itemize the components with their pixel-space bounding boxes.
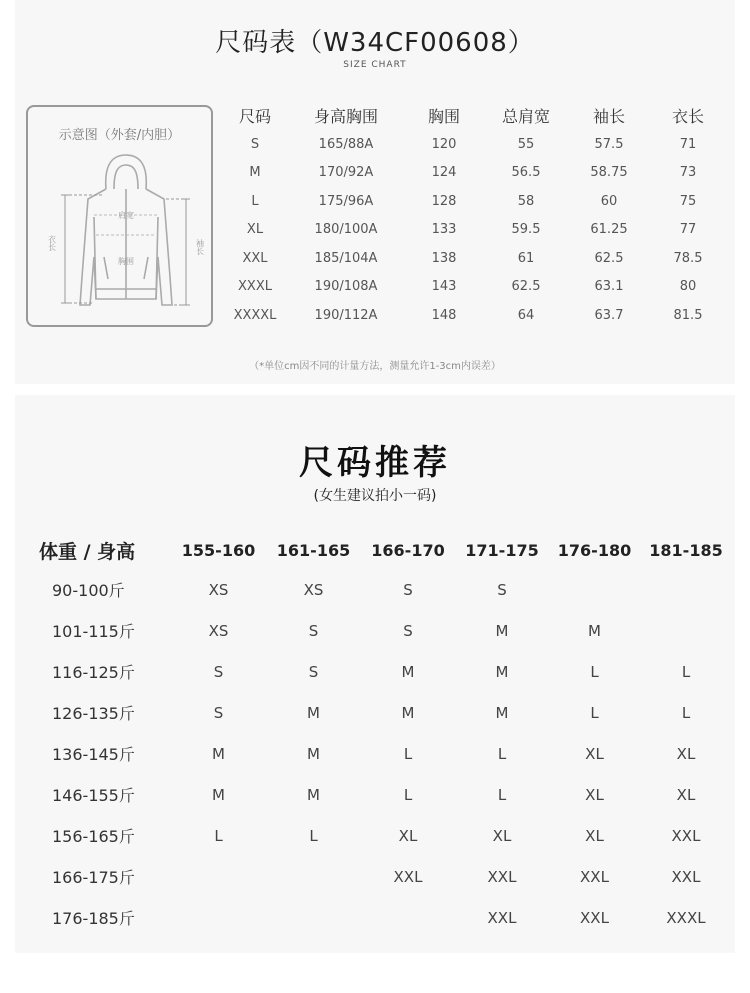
recommended-size-cell: XXL — [487, 908, 517, 927]
recommended-size-cell: L — [403, 785, 413, 804]
size-chart-cell: 128 — [431, 193, 457, 209]
size-chart-title: 尺码表（W34CF00608） — [215, 28, 535, 58]
size-chart-row — [220, 159, 724, 188]
recommended-size-cell: XS — [208, 621, 229, 640]
recommended-size-cell: S — [213, 662, 224, 681]
recommendation-subtitle: (女生建议拍小一码) — [313, 488, 437, 504]
header-shoulder: 总肩宽 — [501, 106, 550, 126]
header-length: 衣长 — [671, 106, 704, 126]
recommended-size-cell — [171, 897, 266, 938]
recommendation-row — [30, 774, 732, 815]
size-chart-cell: 71 — [679, 136, 697, 152]
size-chart-cell: 180/100A — [314, 222, 378, 238]
recommended-size-cell — [266, 856, 361, 897]
size-chart-cell: L — [251, 193, 259, 209]
size-chart-cell: 57.5 — [594, 136, 624, 152]
size-chart-cell: 138 — [431, 250, 457, 266]
size-chart-cell: 81.5 — [673, 307, 703, 323]
header-chest: 胸围 — [427, 106, 460, 126]
weight-range-label: 126-135斤 — [52, 704, 135, 723]
size-chart-row — [220, 187, 724, 216]
weight-range-label: 156-165斤 — [52, 827, 135, 846]
recommended-size-cell: L — [214, 826, 223, 845]
size-chart-cell: 61 — [517, 250, 535, 266]
garment-diagram — [26, 105, 213, 327]
size-chart-cell: 78.5 — [673, 250, 703, 266]
size-chart-cell: 75 — [679, 193, 697, 209]
recommended-size-cell: XXL — [487, 867, 517, 886]
size-chart-cell: XL — [246, 222, 264, 238]
chest-label: 胸围 — [118, 257, 134, 266]
size-chart-cell: 61.25 — [590, 222, 628, 238]
recommended-size-cell: XS — [208, 580, 229, 599]
size-chart-cell: 63.7 — [594, 307, 624, 323]
size-chart-table — [220, 100, 724, 330]
shoulder-label: 肩宽 — [118, 211, 134, 220]
size-chart-cell: 185/104A — [314, 250, 378, 266]
recommended-size-cell: XL — [398, 826, 418, 845]
size-chart-cell: 77 — [679, 222, 697, 238]
recommended-size-cell — [361, 897, 455, 938]
recommended-size-cell: XL — [585, 826, 604, 845]
size-chart-row — [220, 216, 724, 245]
recommended-size-cell: XL — [585, 785, 604, 804]
size-chart-cell: 64 — [517, 307, 535, 323]
length-label: 衣长 — [47, 235, 57, 251]
size-chart-cell: 170/92A — [318, 165, 374, 181]
size-chart-row — [220, 244, 724, 273]
size-chart-cell: XXXL — [238, 279, 272, 295]
recommended-size-cell — [171, 856, 266, 897]
size-chart-row — [220, 301, 724, 330]
recommendation-title: 尺码推荐 — [299, 443, 451, 483]
recommended-size-cell — [549, 569, 640, 610]
size-chart-row — [220, 273, 724, 302]
weight-range-label: 90-100斤 — [52, 581, 125, 600]
recommended-size-cell: M — [401, 703, 415, 722]
size-chart-cell: XXXXL — [233, 307, 277, 323]
recommended-size-cell: XXL — [671, 867, 701, 886]
recommended-size-cell: XL — [585, 744, 604, 763]
diagram-caption: 示意图（外套/内胆） — [58, 128, 181, 143]
size-chart-panel — [15, 0, 735, 384]
weight-range-label: 166-175斤 — [52, 868, 135, 887]
recommended-size-cell: M — [307, 703, 320, 722]
recommended-size-cell — [640, 610, 732, 651]
recommendation-row — [30, 692, 732, 733]
size-chart-subtitle: SIZE CHART — [343, 60, 407, 70]
recommended-size-cell: L — [590, 662, 599, 681]
recommended-size-cell: L — [497, 785, 507, 804]
size-chart-cell: 73 — [679, 165, 697, 181]
recommended-size-cell: M — [212, 744, 225, 763]
size-chart-cell: 175/96A — [318, 193, 374, 209]
size-chart-cell: 120 — [431, 136, 457, 152]
size-chart-cell: 143 — [431, 279, 457, 295]
weight-range-label: 176-185斤 — [52, 909, 135, 928]
recommendation-table — [30, 532, 732, 938]
measurement-note: （*单位cm因不同的计量方法，测量允许1-3cm内误差） — [249, 361, 501, 372]
recommended-size-cell — [266, 897, 361, 938]
size-chart-header-row — [220, 100, 724, 130]
recommendation-row — [30, 651, 732, 692]
recommended-size-cell: XXXL — [666, 908, 706, 927]
recommended-size-cell: L — [681, 703, 691, 722]
height-range-header: 171-175 — [465, 541, 539, 560]
recommended-size-cell: M — [307, 744, 320, 763]
size-chart-cell: 55 — [517, 136, 535, 152]
recommended-size-cell: S — [403, 621, 413, 640]
size-chart-cell: 190/108A — [314, 279, 378, 295]
size-chart-cell: 190/112A — [314, 307, 378, 323]
size-chart-cell: 58 — [517, 193, 535, 209]
recommended-size-cell: S — [213, 703, 224, 722]
recommended-size-cell: L — [403, 744, 413, 763]
recommended-size-cell: L — [497, 744, 507, 763]
recommendation-row — [30, 569, 732, 610]
weight-range-label: 116-125斤 — [52, 663, 135, 682]
size-chart-cell: 165/88A — [318, 136, 374, 152]
corner-label: 体重 / 身高 — [39, 541, 136, 563]
size-chart-cell: 56.5 — [511, 165, 541, 181]
header-size: 尺码 — [238, 106, 271, 126]
size-chart-cell: M — [249, 165, 261, 181]
sleeve-label: 袖长 — [195, 239, 205, 255]
size-chart-cell: 62.5 — [594, 250, 624, 266]
recommendation-row — [30, 897, 732, 938]
size-chart-cell: 62.5 — [511, 279, 541, 295]
recommended-size-cell: M — [307, 785, 320, 804]
height-range-header: 155-160 — [181, 541, 256, 560]
size-chart-cell: 63.1 — [594, 279, 624, 295]
size-chart-cell: S — [250, 136, 260, 152]
jacket-illustration — [28, 107, 215, 329]
weight-range-label: 146-155斤 — [52, 786, 135, 805]
recommended-size-cell: L — [590, 703, 599, 722]
recommendation-row — [30, 815, 732, 856]
recommendation-row — [30, 856, 732, 897]
recommended-size-cell: L — [681, 662, 691, 681]
recommended-size-cell: XXL — [671, 826, 701, 845]
recommended-size-cell — [640, 569, 732, 610]
recommended-size-cell: XL — [676, 785, 696, 804]
size-chart-row — [220, 130, 724, 159]
height-range-header: 181-185 — [649, 541, 723, 560]
recommended-size-cell: XXL — [393, 867, 423, 886]
recommended-size-cell: M — [401, 662, 415, 681]
height-range-header: 166-170 — [371, 541, 445, 560]
recommended-size-cell: S — [308, 621, 319, 640]
recommended-size-cell: M — [495, 662, 509, 681]
recommended-size-cell: XL — [492, 826, 512, 845]
size-chart-cell: XXL — [242, 250, 268, 266]
recommended-size-cell: XXL — [580, 908, 609, 927]
recommendation-row — [30, 610, 732, 651]
recommended-size-cell: XL — [676, 744, 696, 763]
recommended-size-cell: XXL — [580, 867, 609, 886]
header-sleeve: 袖长 — [592, 106, 625, 126]
recommended-size-cell: M — [495, 621, 509, 640]
recommended-size-cell: S — [308, 662, 319, 681]
recommended-size-cell: M — [212, 785, 225, 804]
size-recommendation-panel — [15, 395, 735, 953]
size-chart-cell: 80 — [679, 279, 697, 295]
recommendation-header-row — [30, 532, 732, 569]
recommended-size-cell: S — [403, 580, 413, 599]
height-range-header: 161-165 — [276, 541, 351, 560]
recommendation-row — [30, 733, 732, 774]
recommended-size-cell: XS — [303, 580, 324, 599]
recommended-size-cell: S — [497, 580, 507, 599]
size-chart-cell: 59.5 — [511, 222, 541, 238]
recommended-size-cell: L — [309, 826, 318, 845]
size-chart-cell: 124 — [431, 165, 457, 181]
weight-range-label: 101-115斤 — [52, 622, 135, 641]
size-chart-cell: 148 — [431, 307, 457, 323]
header-height-chest: 身高胸围 — [313, 106, 378, 126]
size-chart-cell: 58.75 — [590, 165, 628, 181]
height-range-header: 176-180 — [557, 541, 632, 560]
recommended-size-cell: M — [495, 703, 509, 722]
recommended-size-cell: M — [588, 621, 601, 640]
size-chart-cell: 60 — [600, 193, 618, 209]
weight-range-label: 136-145斤 — [52, 745, 135, 764]
size-chart-cell: 133 — [431, 222, 457, 238]
